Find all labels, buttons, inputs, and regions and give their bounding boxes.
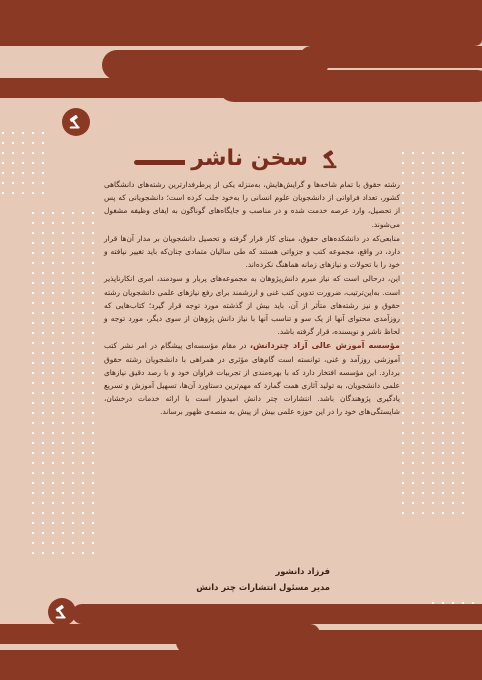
page-title: سخن ناشر <box>185 144 314 174</box>
signature-block <box>130 563 330 595</box>
institute-name: مؤسسه آموزش عالی آزاد چتردانش، <box>249 340 400 351</box>
dot-grid-top-left <box>0 130 52 194</box>
paragraph-4 <box>104 339 400 418</box>
top-band <box>0 0 482 46</box>
dot-grid-left <box>32 210 102 558</box>
paragraph-2: منابعی‌که در دانشکده‌های حقوق، مبنای کار قرار گرفته و تحصیل دانشجویان بر مدار آن‌ها قرار دارد، در واقع، مجموعه کتب و جزواتی هستند که طی سالیان متمادی چنان‌که باید تغییر نیافته و خود را با تحولات و نیازهای زمانه هماهنگ نکرده‌اند. <box>104 233 400 270</box>
gavel-emblem-top <box>62 108 90 136</box>
paragraph-4-body: در مقام مؤسسه‌ای پیشگام در امر نشر کتب آموزشی روزآمد و غنی، توانسته است گام‌های مؤثری در همراهی با دانشجویان رشته حقوق بردارد. این مؤسسه افتخار دارد که با بهره‌مندی از تجربیات فراوان خود و با رصد دقیق نیازهای علمی دانشجویان، به تولید آثاری همت گمارد که مهم‌ترین دستاورد آن‌ها، تسهیل آموزش و تسریع یادگیری پژوهندگان باشد. انتشارات چتر دانش امیدوار است با ارائه خدمات درخشان، شایستگی‌های خود را در این حوزه علمی بیش از پیش به منصه‌ی ظهور برساند. <box>104 341 400 417</box>
publisher-preface-text <box>104 178 400 420</box>
signature-role: مدیر مسئول انتشارات چتر دانش <box>196 582 330 592</box>
bottom-pill-1 <box>72 604 482 624</box>
gavel-emblem-bottom <box>48 598 76 626</box>
page-title-block <box>128 146 342 176</box>
signature-name: فرزاد دانشور <box>275 566 330 576</box>
paragraph-1: رشته حقوق با تمام شاخه‌ها و گرایش‌هایش، به‌منزله یکی از پرطرفدارترین رشته‌های دانشگاهی کشور، تعداد فراوانی از دانشجویان علوم انسانی را به‌خود جلب کرده است؛ دانشجویانی که پس از تحصیل، وارد عرصه خدمت شده و در مناصب و جایگاه‌های گوناگون به ایفای وظیفه مشغول می‌شوند. <box>104 180 400 229</box>
gavel-icon <box>320 149 342 171</box>
top-pill-4 <box>0 78 250 98</box>
gavel-icon <box>53 603 71 621</box>
bottom-band <box>0 650 482 680</box>
paragraph-3: این، درحالی است که نیاز مبرم دانش‌پژوهان به مجموعه‌های پربار و سودمند، امری انکارناپذیر است. به‌این‌ترتیب، ضرورت تدوین کتب غنی و ارزشمند برای رفع نیازهای علمی دانشجویان رشته حقوق و نیز رشته‌های متأثر از آن، باید بیش از گذشته مورد توجه قرار گیرد؛ کتاب‌هایی که روزآمدی محتوای آنها از یک سو و تناسب آنها با نیاز دانش پژوهان از سوی دیگر، مورد توجه و لحاظ ناشر و نویسنده، قرار گرفته باشد. <box>104 274 400 337</box>
gavel-icon <box>67 113 85 131</box>
dot-grid-right <box>402 150 472 518</box>
top-pill-3 <box>218 70 482 102</box>
